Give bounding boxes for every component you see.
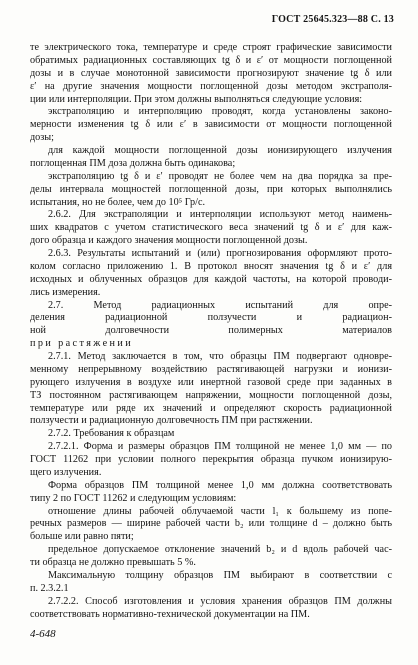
section-heading-line: 2.7. Метод радиационных испытаний для опре- [48,299,392,311]
text-line: температуре или ряде их значений и определяют скорость радиационной [30,402,392,414]
text-line: соответствовать нормативно-технической документации на ПМ. [30,608,310,620]
text-line: ε′ на другие значения мощности поглощенной дозы методом экстраполя- [30,80,392,92]
text-line: ших квадратов с учетом статистического веса значений tg δ и ε′ для каж- [30,222,392,234]
text-line: 2.7.1. Метод заключается в том, что образцы ПМ подвергают одновре- [48,351,392,362]
text-line: щего излучения. [30,466,102,478]
text-line: обратимых радиационных составляющих tg δ и ε′ от мощности поглощенной [30,54,392,66]
text-line: исходных и облученных образцов для каждой частоты, на которой проводи- [30,273,392,285]
subsection-heading: 2.7.2. Требования к образцам [48,428,175,440]
section-heading-line: при растяжении [30,338,134,350]
text-line: ползучести и радиационную долговечность ПМ при растяжении. [30,415,313,427]
text-line: экстраполяцию tg δ и ε′ проводят не более чем на два порядка за пре- [48,170,392,182]
text-line: 2.7.2.1. Форма и размеры образцов ПМ толщиной не менее 1,0 мм — по [48,441,392,453]
text-line: для каждой мощности поглощенной дозы ионизирующего излучения [48,145,392,156]
page-mark: 4-648 [30,628,56,640]
text-line: лись измерения. [30,286,101,298]
text-line: ти образца не должно превышать 5 %. [30,557,196,568]
text-line: рующего излучения в воздухе или инертной газовой среде при заданных в [30,376,392,388]
text-line: отношение длины рабочей облучаемой части l₁ к большему из попе- [48,505,392,517]
text-line: 2.6.2. Для экстраполяции и интерполяции используют метод наимень- [48,209,392,221]
running-header: ГОСТ 25645.323—88 С. 13 [271,14,394,25]
text-line: Форма образцов ПМ толщиной менее 1,0 мм должна соответствовать [48,479,392,491]
text-line: ции или интерполяции. При этом должны выполняться следующие условия: [30,93,363,105]
section-heading-line: деления радиационной ползучести и радиацион- [30,312,392,324]
text-line: дого образца и каждого значения мощности поглощенной дозы. [30,235,308,247]
text-line: ГОСТ 11262 при условии полного перекрытия образца пучком ионизирую- [30,454,392,465]
text-line: экстраполяцию и интерполяцию проводят, когда установлены законо- [48,106,392,118]
text-line: ТЗ постоянном растягивающем напряжении, мощности поглощенной дозы, [30,389,392,401]
text-line: речных размеров — ширине рабочей части b₂ или толщине d – должно быть [30,518,392,530]
text-line: менному непрерывному воздействию растягивающей нагрузки и ионизи- [30,363,392,375]
text-line: поглощенная ПМ доза должна быть одинакова; [30,157,236,169]
text-line: делы интервала мощностей поглощенной дозы, при которых выполнялись [30,183,392,195]
text-line: дозы и в случае монотонной зависимости прогнозируют значение tg δ или [30,67,392,79]
text-line: предельное допускаемое отклонение значений b₂ и d вдоль рабочей час- [48,544,392,556]
text-line: дозы; [30,132,54,144]
text-line: 2.7.2.2. Способ изготовления и условия хранения образцов ПМ должны [48,595,392,607]
text-line: больше или равно пяти; [30,531,134,543]
body-text [30,42,392,621]
text-line: те электрического тока, температуре и среде строят графические зависимости [30,42,392,53]
text-line: п. 2.3.2.1 [30,582,69,594]
text-line: испытания, но не более, чем до 10⁵ Гр/с. [30,196,206,208]
text-line: 2.6.3. Результаты испытаний и (или) прогнозирования оформляют прото- [48,248,392,259]
text-line: типу 2 по ГОСТ 11262 и следующим условиям: [30,492,237,504]
text-line: Максимальную толщину образцов ПМ выбирают в соответствии с [48,569,392,581]
section-heading-line: ной долговечности полимерных материалов [30,325,392,337]
text-line: колом согласно приложению 1. В протокол вносят значения tg δ и ε′ для [30,260,392,272]
text-line: мерности изменения tg δ или ε′ в зависимости от мощности поглощенной [30,119,392,131]
